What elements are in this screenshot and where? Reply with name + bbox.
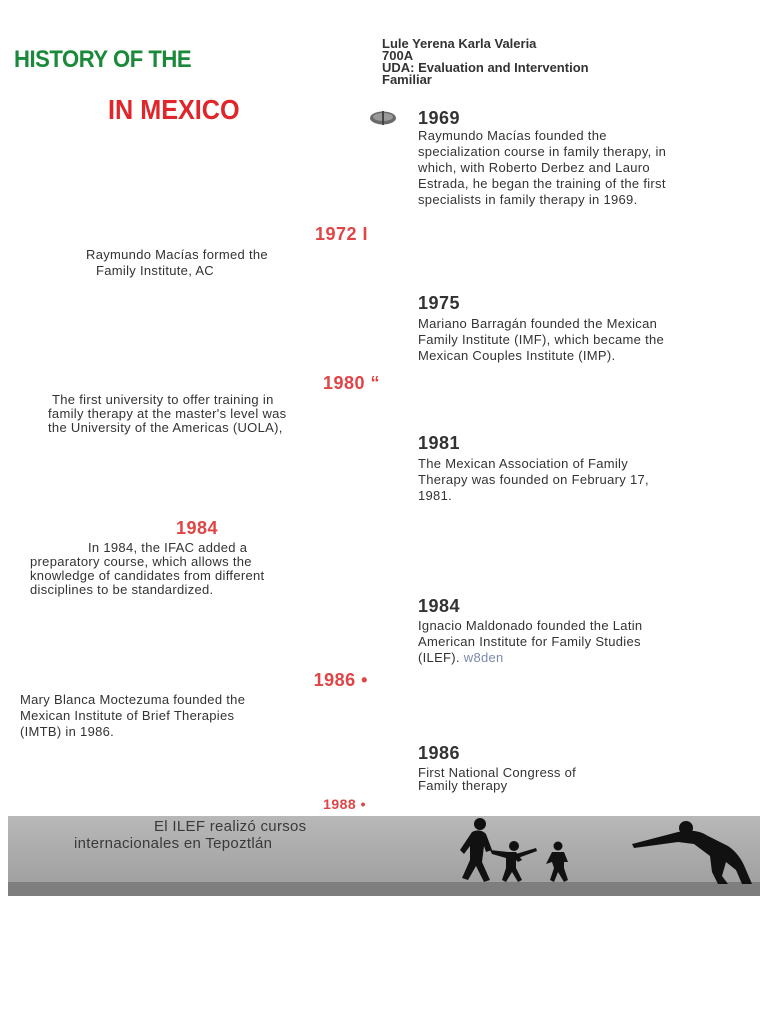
event-1972-text: Raymundo Macías formed the Family Institute, AC [86, 247, 268, 278]
event-1984-right-text: Ignacio Maldonado founded the Latin American Institute for Family Studies (ILEF). w8den [418, 618, 643, 665]
author-group: 700A [382, 48, 414, 63]
year-1972: 1972 I [314, 224, 368, 244]
event-1986-left-text: Mary Blanca Moctezuma founded the Mexican Institute of Brief Therapies (IMTB) in 1986. [20, 692, 246, 739]
uda-line2: Familiar [382, 72, 432, 87]
year-1984-left: 1984 [176, 518, 219, 538]
family-silhouette-icon [456, 816, 760, 886]
author-info [382, 38, 712, 86]
year-1988: 1988 • [323, 796, 366, 812]
year-1984-right: 1984 [418, 596, 461, 616]
page-title-line2: IN MEXICO [108, 94, 240, 125]
banner-text: El ILEF realizó cursos internacionales en Tepoztlán [74, 818, 307, 852]
year-1969: 1969 [418, 108, 461, 128]
author-name: Lule Yerena Karla Valeria [382, 36, 537, 51]
event-1969-text: Raymundo Macías founded the specialization course in family therapy, in which, with Roberto Derbez and Lauro Estrada, he began the training of the first specialists in family therapy in 1969. [418, 128, 667, 207]
pin-icon [369, 110, 397, 126]
year-1980: 1980 “ [322, 373, 380, 393]
event-1980-text: The first university to offer training in family therapy at the master's level was the University of the Americas (UOLA), [48, 392, 287, 435]
year-1986-right: 1986 [418, 743, 461, 763]
year-1981: 1981 [418, 433, 461, 453]
event-1981-text: The Mexican Association of Family Therapy was founded on February 17, 1981. [418, 456, 649, 503]
uda-line1: UDA: Evaluation and Intervention [382, 60, 589, 75]
event-1975-text: Mariano Barragán founded the Mexican Family Institute (IMF), which became the Mexican Couples Institute (IMP). [418, 316, 665, 363]
w8den-link[interactable]: w8den [463, 650, 504, 665]
page-title-line1: HISTORY OF THE [14, 46, 192, 73]
year-1975: 1975 [418, 293, 461, 313]
event-1986-right-text: First National Congress of Family therapy [418, 765, 577, 793]
event-1984-left-text: In 1984, the IFAC added a preparatory course, which allows the knowledge of candidates from different disciplines to be standardized. [30, 540, 265, 597]
year-1986-left: 1986 • [313, 670, 368, 690]
